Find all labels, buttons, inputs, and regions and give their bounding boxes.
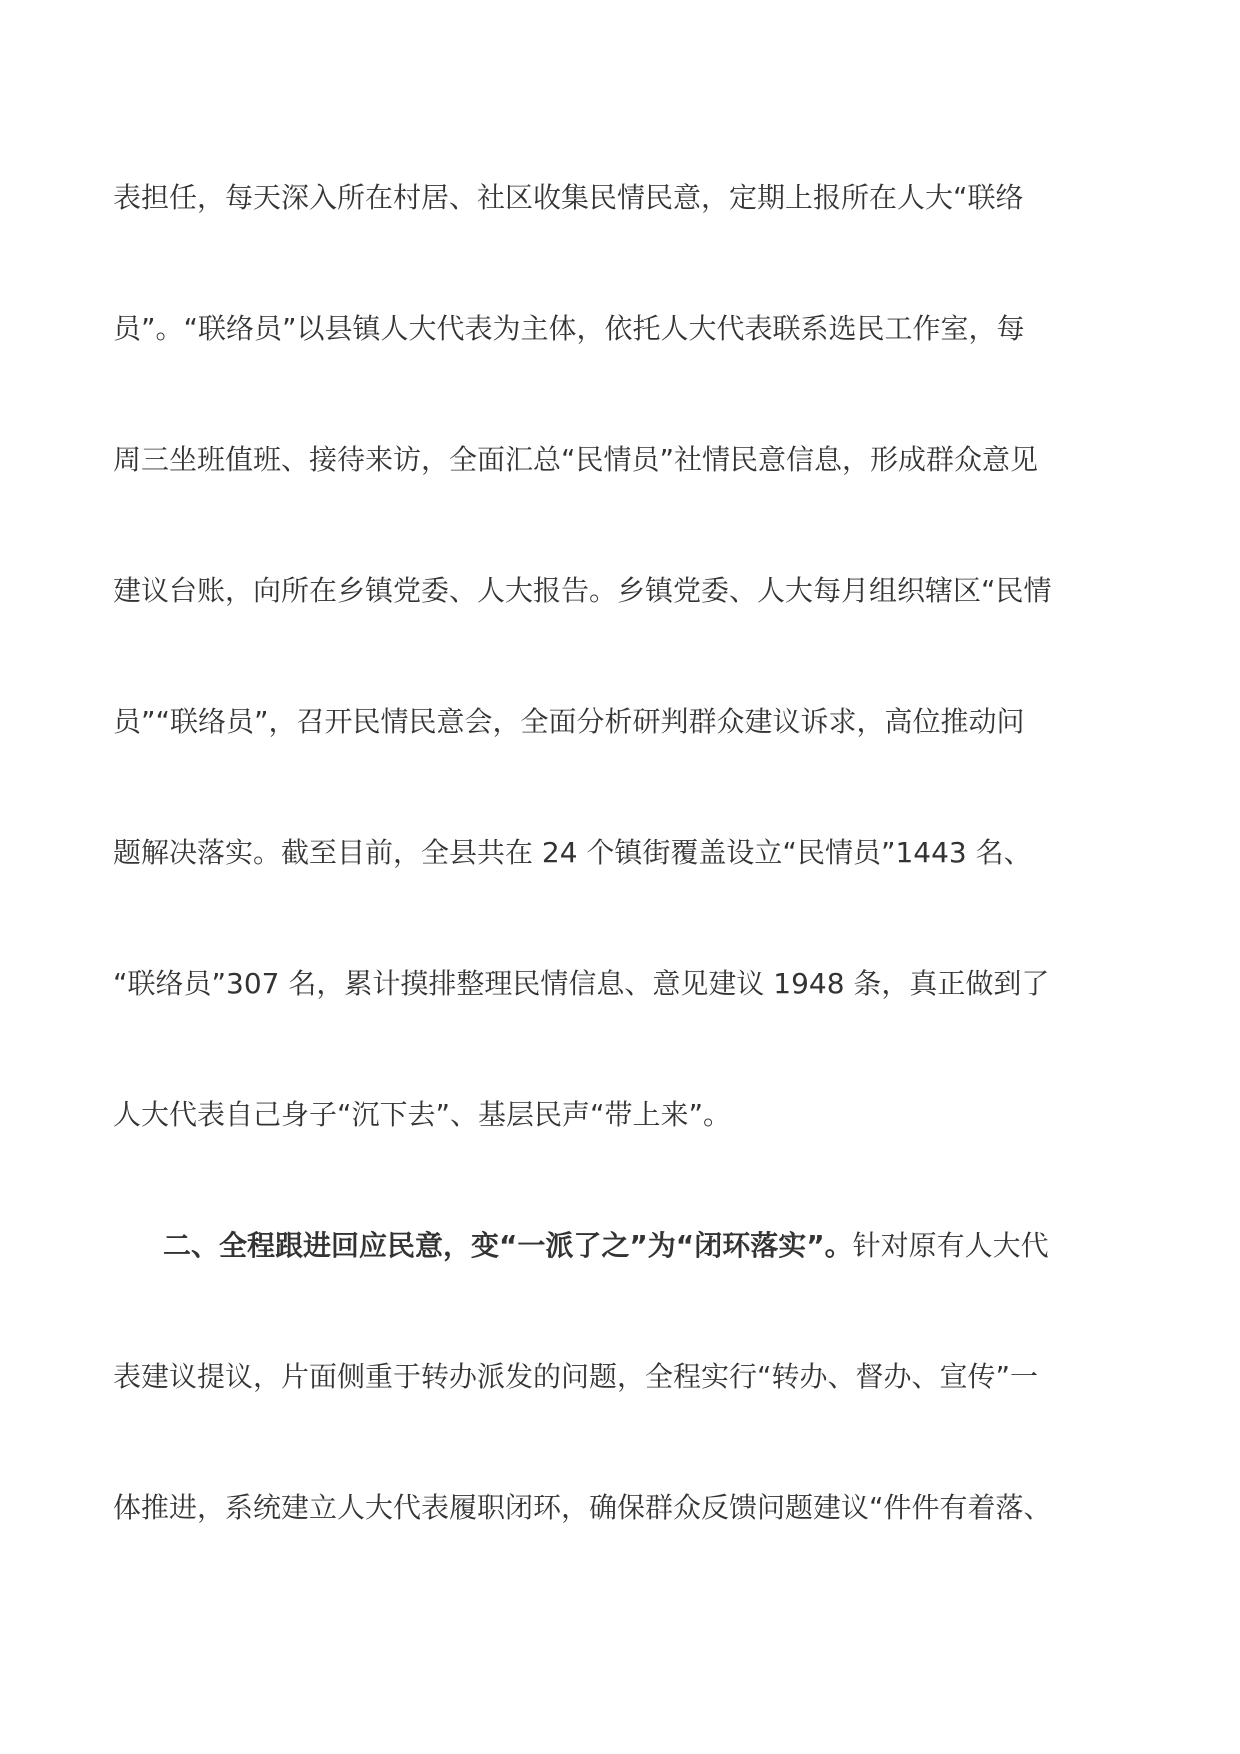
body-text: [113, 170, 1133, 1611]
paragraph-line: 题解决落实。截至目前，全县共在 24 个镇街覆盖设立“民情员”1443 名、: [113, 836, 1032, 869]
section-heading: 二、全程跟进回应民意，变“一派了之”为“闭环落实”。: [163, 1229, 853, 1262]
paragraph-line: 员”“联络员”，召开民情民意会，全面分析研判群众建议诉求，高位推动问: [113, 705, 1025, 738]
paragraph-line: 员”。“联络员”以县镇人大代表为主体，依托人大代表联系选民工作室，每: [113, 312, 1025, 345]
paragraph-line: “联络员”307 名，累计摸排整理民情信息、意见建议 1948 条，真正做到了: [113, 967, 1050, 1000]
paragraph-line: 表担任，每天深入所在村居、社区收集民情民意，定期上报所在人大“联络: [113, 181, 1024, 214]
paragraph-line: 建议台账，向所在乡镇党委、人大报告。乡镇党委、人大每月组织辖区“民情: [113, 574, 1052, 607]
section-heading-continuation: 针对原有人大代: [852, 1229, 1049, 1262]
paragraph-line: 体推进，系统建立人大代表履职闭环，确保群众反馈问题建议“件件有着落、: [113, 1491, 1052, 1524]
section-heading-line: [113, 1218, 1133, 1349]
paragraph-line: 人大代表自己身子“沉下去”、基层民声“带上来”。: [113, 1098, 732, 1131]
paragraph-line: 周三坐班值班、接待来访，全面汇总“民情员”社情民意信息，形成群众意见: [113, 443, 1039, 476]
paragraph-line: 表建议提议，片面侧重于转办派发的问题，全程实行“转办、督办、宣传”一: [113, 1360, 1039, 1393]
